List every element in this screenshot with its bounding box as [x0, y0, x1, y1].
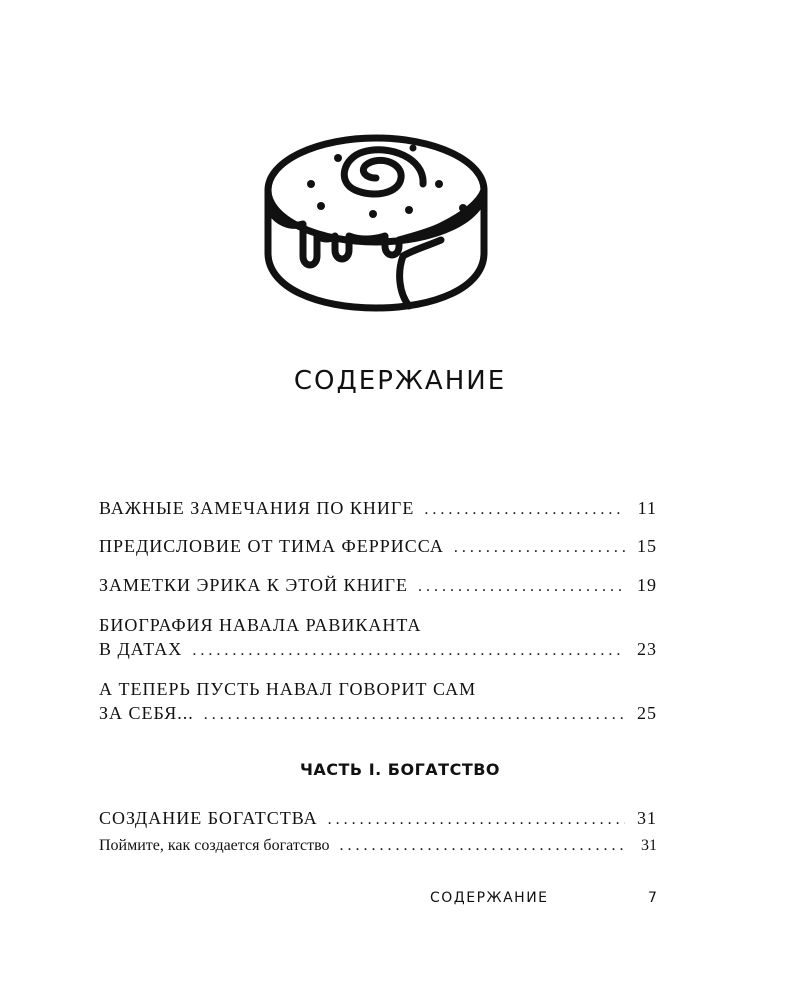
dot-leader	[340, 837, 625, 855]
toc-page-number: 31	[637, 808, 657, 828]
toc-entry-title: А ТЕПЕРЬ ПУСТЬ НАВАЛ ГОВОРИТ САМ	[99, 679, 477, 699]
toc-entry[interactable]	[99, 808, 657, 832]
toc-subentry[interactable]	[99, 837, 657, 861]
dot-leader	[328, 811, 625, 829]
toc-entry-title: БИОГРАФИЯ НАВАЛА РАВИКАНТА	[99, 615, 422, 635]
toc-entry-title: СОЗДАНИЕ БОГАТСТВА	[99, 808, 318, 828]
page-title: СОДЕРЖАНИЕ	[293, 366, 507, 396]
toc-entry-title-continued: В ДАТАХ	[99, 639, 183, 659]
toc-page-number: 23	[637, 639, 657, 659]
toc-entry-title: ВАЖНЫЕ ЗАМЕЧАНИЯ ПО КНИГЕ	[99, 498, 415, 518]
page-number: 7	[648, 890, 657, 906]
toc-entry-title-continued: ЗА СЕБЯ...	[99, 703, 194, 723]
toc-entry[interactable]	[99, 575, 657, 599]
toc-page-number: 15	[637, 536, 657, 556]
dot-leader	[204, 706, 625, 724]
toc-page-number: 25	[637, 703, 657, 723]
dot-leader	[192, 642, 625, 660]
running-footer-title: СОДЕРЖАНИЕ	[430, 890, 549, 906]
toc-entry-title: ПРЕДИСЛОВИЕ ОТ ТИМА ФЕРРИССА	[99, 536, 444, 556]
toc-entry-title: ЗАМЕТКИ ЭРИКА К ЭТОЙ КНИГЕ	[99, 575, 408, 595]
toc-entry[interactable]	[99, 498, 657, 522]
toc-entry[interactable]	[99, 615, 657, 663]
toc-page-number: 11	[637, 498, 657, 518]
dot-leader	[424, 501, 625, 519]
toc-entry[interactable]	[99, 679, 657, 727]
cinnamon-roll-icon	[263, 128, 489, 318]
dot-leader	[418, 578, 625, 596]
toc-page-number: 31	[641, 837, 657, 854]
part-heading: ЧАСТЬ I. БОГАТСТВО	[299, 760, 501, 779]
dot-leader	[454, 539, 625, 557]
toc-page-number: 19	[637, 575, 657, 595]
toc-subentry-title: Поймите, как создается богатство	[99, 837, 330, 854]
toc-entry[interactable]	[99, 536, 657, 560]
